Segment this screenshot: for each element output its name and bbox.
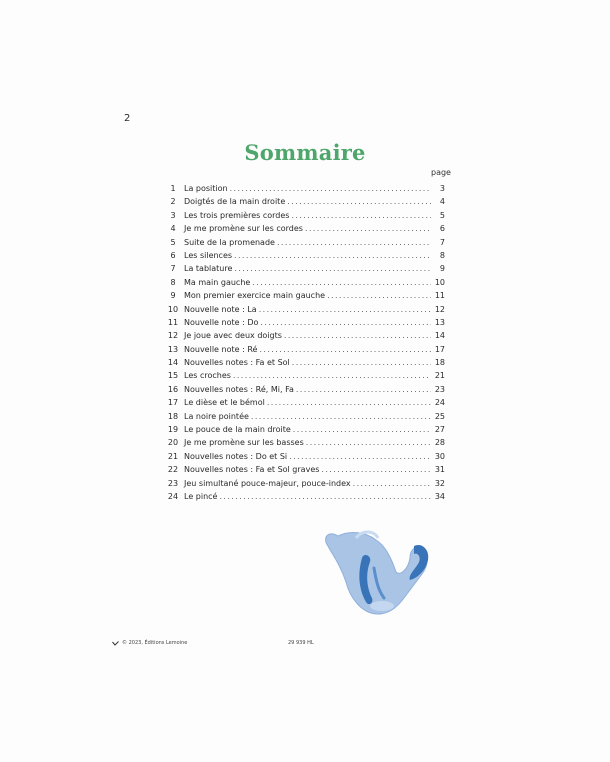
- toc-row: [162, 195, 445, 208]
- toc-number: 15: [167, 371, 179, 381]
- toc-leader-dots: [277, 236, 431, 249]
- toc-page: 10: [434, 277, 445, 287]
- toc-row: [162, 249, 445, 262]
- toc-page: 21: [434, 371, 445, 381]
- toc-label: Nouvelles notes : Fa et Sol graves: [184, 465, 320, 475]
- toc-page: 14: [434, 331, 445, 341]
- toc-number: 22: [167, 465, 179, 475]
- toc-leader-dots: [234, 262, 431, 275]
- toc-row: [162, 356, 445, 369]
- toc-page: 5: [439, 210, 445, 220]
- toc-row: [162, 182, 445, 195]
- toc-row: [162, 289, 445, 302]
- toc-label: Les croches: [184, 371, 231, 381]
- toc-label: Je joue avec deux doigts: [184, 331, 282, 341]
- toc-label: Les trois premières cordes: [184, 210, 290, 220]
- toc-row: [162, 396, 445, 409]
- toc-page: 17: [434, 344, 445, 354]
- toc-page: 4: [439, 197, 445, 207]
- toc-leader-dots: [287, 195, 431, 208]
- toc-leader-dots: [252, 276, 431, 289]
- toc-number: 5: [170, 237, 176, 247]
- lemoine-logo-icon: [112, 641, 119, 646]
- toc-label: Nouvelle note : La: [184, 304, 257, 314]
- toc-page: 34: [434, 491, 445, 501]
- toc-number: 9: [170, 291, 176, 301]
- toc-number: 3: [170, 210, 176, 220]
- toc-number: 23: [167, 478, 179, 488]
- toc-leader-dots: [353, 477, 431, 490]
- toc-label: Le dièse et le bémol: [184, 398, 265, 408]
- toc-row: [162, 477, 445, 490]
- toc-label: Mon premier exercice main gauche: [184, 291, 326, 301]
- toc-leader-dots: [306, 436, 431, 449]
- footer-copyright: [112, 640, 187, 646]
- toc-number: 21: [167, 451, 179, 461]
- toc-row: [162, 303, 445, 316]
- toc-number: 11: [167, 317, 179, 327]
- toc-number: 14: [167, 358, 179, 368]
- toc-page: 31: [434, 465, 445, 475]
- toc-row: [162, 209, 445, 222]
- toc-page: 9: [439, 264, 445, 274]
- toc-leader-dots: [327, 289, 431, 302]
- toc-row: [162, 423, 445, 436]
- toc-row: [162, 236, 445, 249]
- toc-row: [162, 329, 445, 342]
- page-title: Sommaire: [244, 140, 366, 165]
- toc-leader-dots: [289, 450, 431, 463]
- toc-page: 25: [434, 411, 445, 421]
- toc-page: 8: [439, 250, 445, 260]
- toc-label: Le pouce de la main droite: [184, 425, 291, 435]
- toc-label: Je me promène sur les basses: [184, 438, 304, 448]
- toc-page: 11: [434, 291, 445, 301]
- toc-row: [162, 410, 445, 423]
- copyright-text: © 2023, Éditions Lemoine: [122, 640, 188, 646]
- toc-number: 17: [167, 398, 179, 408]
- toc-number: 8: [170, 277, 176, 287]
- toc-page: 12: [434, 304, 445, 314]
- toc-number: 1: [170, 184, 176, 193]
- toc-leader-dots: [292, 356, 431, 369]
- toc-row: [162, 262, 445, 275]
- toc-label: La noire pointée: [184, 411, 249, 421]
- toc-page: 3: [439, 184, 445, 193]
- toc-label: Nouvelle note : Ré: [184, 344, 258, 354]
- toc-number: 4: [170, 224, 176, 234]
- toc-leader-dots: [259, 343, 431, 356]
- toc-row: [162, 222, 445, 235]
- toc-page: 18: [434, 358, 445, 368]
- toc-label: Nouvelles notes : Do et Si: [184, 451, 288, 461]
- toc-leader-dots: [219, 490, 431, 503]
- page-column-header: page: [431, 168, 451, 177]
- toc-number: 19: [167, 425, 179, 435]
- toc-label: Je me promène sur les cordes: [184, 224, 303, 234]
- toc-leader-dots: [260, 316, 431, 329]
- toc-number: 24: [167, 491, 179, 501]
- toc-page: 32: [434, 478, 445, 488]
- blue-ghost-mascot: [318, 524, 440, 620]
- toc-label: Le pincé: [184, 491, 218, 501]
- toc-row: [162, 463, 445, 476]
- toc-label: Suite de la promenade: [184, 237, 275, 247]
- toc-row: [162, 316, 445, 329]
- toc-leader-dots: [305, 222, 431, 235]
- toc-page: 28: [434, 438, 445, 448]
- toc-page: 24: [434, 398, 445, 408]
- footer-code: 29 939 HL: [288, 640, 314, 646]
- toc-label: La position: [184, 184, 228, 193]
- toc-leader-dots: [291, 209, 431, 222]
- toc-label: Nouvelle note : Do: [184, 317, 259, 327]
- toc-number: 16: [167, 384, 179, 394]
- toc-number: 2: [170, 197, 176, 207]
- toc-row: [162, 369, 445, 382]
- toc-label: Jeu simultané pouce-majeur, pouce-index: [184, 478, 351, 488]
- toc-row: [162, 490, 445, 503]
- toc-leader-dots: [267, 396, 431, 409]
- toc-page: 13: [434, 317, 445, 327]
- toc-leader-dots: [321, 463, 431, 476]
- toc-leader-dots: [284, 329, 431, 342]
- toc-label: Ma main gauche: [184, 277, 251, 287]
- toc-leader-dots: [251, 410, 431, 423]
- toc-row: [162, 343, 445, 356]
- toc-leader-dots: [293, 423, 431, 436]
- toc-label: Les silences: [184, 250, 233, 260]
- toc-page: 6: [439, 224, 445, 234]
- toc-number: 10: [167, 304, 179, 314]
- toc-leader-dots: [230, 182, 431, 195]
- toc-row: [162, 436, 445, 449]
- toc-number: 20: [167, 438, 179, 448]
- toc-page: 23: [434, 384, 445, 394]
- toc-page: 30: [434, 451, 445, 461]
- toc-number: 12: [167, 331, 179, 341]
- toc-leader-dots: [296, 383, 431, 396]
- toc-label: La tablature: [184, 264, 233, 274]
- toc-number: 13: [167, 344, 179, 354]
- page-number: 2: [124, 113, 131, 124]
- toc-leader-dots: [234, 249, 431, 262]
- toc-page: 7: [439, 237, 445, 247]
- toc-leader-dots: [259, 303, 431, 316]
- toc-row: [162, 276, 445, 289]
- toc-label: Doigtés de la main droite: [184, 197, 286, 207]
- toc-row: [162, 450, 445, 463]
- table-of-contents: [162, 182, 445, 503]
- toc-label: Nouvelles notes : Fa et Sol: [184, 358, 290, 368]
- toc-number: 6: [170, 250, 176, 260]
- toc-row: [162, 383, 445, 396]
- toc-number: 18: [167, 411, 179, 421]
- toc-leader-dots: [233, 369, 431, 382]
- toc-number: 7: [170, 264, 176, 274]
- toc-label: Nouvelles notes : Ré, Mi, Fa: [184, 384, 294, 394]
- toc-page: 27: [434, 425, 445, 435]
